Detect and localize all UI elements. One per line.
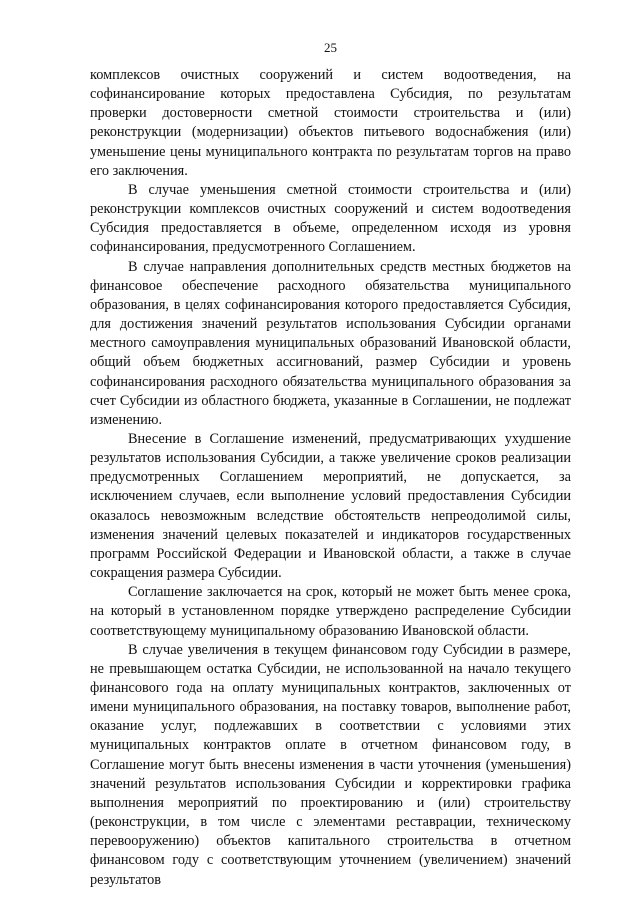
page-number: 25 — [324, 40, 337, 55]
paragraph: Соглашение заключается на срок, который не может быть менее срока, на который в установленном порядке утверждено распределение Субсидии соответствующему муниципальному образованию Ивановской области. — [90, 584, 571, 639]
paragraph: Внесение в Соглашение изменений, предусматривающих ухудшение результатов использования Субсидии, а также увеличение сроков реализации предусмотренных Соглашением мероприятий, не допускается, за исключением случаев, если выполнение условий предоставления Субсидии оказалось невозможным вследствие обстоятельств непреодолимой силы, изменения значений целевых показателей и индикаторов государственных программ Российской Федерации и Ивановской области, а также в случае сокращения размера Субсидии. — [90, 430, 571, 582]
paragraph: В случае уменьшения сметной стоимости строительства и (или) реконструкции комплексов очистных сооружений и систем водоотведения Субсидия предоставляется в объеме, определенном исходя из уровня софинансирования, предусмотренного Соглашением. — [90, 181, 571, 256]
document-body — [90, 66, 571, 890]
paragraph-continuation: комплексов очистных сооружений и систем водоотведения, на софинансирование которых предоставлена Субсидия, по результатам проверки достоверности сметной стоимости строительства и (или) реконструкции (модернизации) объектов питьевого водоснабжения (или) уменьшение цены муниципального контракта по результатам торгов на право его заключения. — [90, 67, 571, 179]
paragraph: В случае увеличения в текущем финансовом году Субсидии в размере, не превышающем остатка Субсидии, не использованной на начало текущего финансового года на оплату муниципальных контрактов, заключенных от имени муниципального образования, на поставку товаров, выполнение работ, оказание услуг, подлежавших в соответствии с условиями этих муниципальных контрактов оплате в отчетном финансовом году, в Соглашение могут быть внесены изменения в части уточнения (уменьшения) значений результатов использования Субсидии и корректировки графика выполнения мероприятий по проектированию и (или) строительству (реконструкции, в том числе с элементами реставрации, техническому перевооружению) объектов капитального строительства в отчетном финансовом году с соответствующим уточнением (увеличением) значений результатов — [90, 641, 571, 888]
paragraph: В случае направления дополнительных средств местных бюджетов на финансовое обеспечение расходного обязательства муниципального образования, в целях софинансирования которого предоставляется Субсидия, для достижения значений результатов использования Субсидии органами местного самоуправления муниципальных образований Ивановской области, общий объем бюджетных ассигнований, размер Субсидии и уровень софинансирования расходного обязательства муниципального образования за счет Субсидии из областного бюджета, указанные в Соглашении, не подлежат изменению. — [90, 258, 571, 428]
